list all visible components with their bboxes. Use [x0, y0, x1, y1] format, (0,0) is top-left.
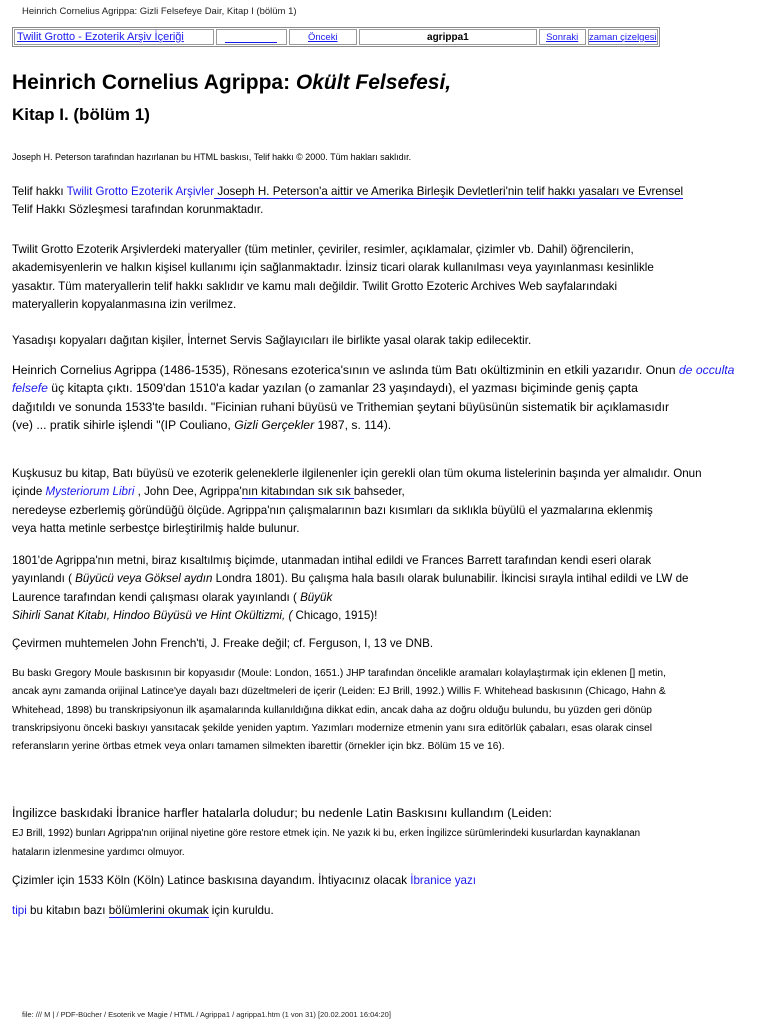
font-type-link[interactable]: tipi	[12, 904, 27, 917]
paragraph-reading-list	[12, 465, 757, 539]
page-subtitle: Kitap I. (bölüm 1)	[12, 105, 150, 124]
text: Heinrich Cornelius Agrippa (1486-1535), Rönesans ezoterica'sının ve aslında tüm Batı okültizminin en etkili yazarıdır. Onun	[12, 363, 679, 377]
text: içinde	[12, 485, 46, 499]
paragraph-font-type	[12, 902, 757, 920]
navigation-bar	[12, 27, 660, 47]
text: Büyücü veya Göksel aydın	[75, 572, 213, 586]
text: Londra 1801). Bu çalışma hala basılı olarak bulunabilir. İkincisi sırayla intihal edildi ve LW de	[212, 572, 689, 586]
nav-cell-prev	[289, 29, 357, 45]
text: EJ Brill, 1992) bunları Agrippa'nın orijinal niyetine göre restore etmek için. Ne yazık ki bu, erken İngilizce sürümlerindeki kusurlardan kaynaklanan	[12, 828, 641, 839]
twilit-grotto-link[interactable]: Twilit Grotto Ezoterik Arşivler	[66, 185, 215, 198]
text: bu kitabın bazı	[26, 904, 109, 917]
text: Gizli Gerçekler	[234, 418, 315, 433]
text: bölümlerini okumak	[108, 904, 209, 917]
text: Kuşkusuz bu kitap, Batı büyüsü ve ezoterik geleneklerle ilgilenenler için gerekli olan tüm okuma listelerinin başında yer almalıdır. Onun	[12, 467, 702, 480]
paragraph-illustrations	[12, 872, 757, 890]
text: dağıtıldı ve sonunda 1533'te basıldı. "Ficinian ruhani büyüsü ve Trithemian şeytani büyüsünün sistematik bir açıklamasıdır	[12, 399, 670, 414]
page-footer-path: file: /// M | / PDF-Bücher / Esoterik ve Magie / HTML / Agrippa1 / agrippa1.htm (1 von 31) [20.02.2001 16:04:20]	[22, 1010, 391, 1019]
text: (ve) ... pratik sihirle işlendi "(IP Couliano,	[12, 418, 235, 433]
text: bahseder,	[353, 485, 405, 499]
text: İngilizce baskıdaki İbranice harfler hatalarla doludur; bu nedenle Latin Baskısını kullandım (Leiden:	[12, 806, 553, 820]
text: Telif hakkı	[12, 185, 67, 198]
text: Joseph H. Peterson'a aittir ve Amerika Birleşik Devletleri'nin telif hakkı yasaları ve Evrensel	[214, 185, 684, 198]
paragraph-edition-notes	[12, 665, 757, 756]
text: yasaktır. Tüm materyallerin telif hakkı saklıdır ve kamu malı değildir. Twilit Grotto Ezoteric Archives Web sayfalarındaki	[12, 279, 618, 293]
text: 1987, s. 114).	[314, 418, 392, 433]
text: Çizimler için 1533 Köln (Köln) Latince baskısına dayandım. İhtiyacınız olacak	[12, 874, 411, 887]
paragraph-translator: Çevirmen muhtemelen John French'ti, J. Freake değil; cf. Ferguson, I, 13 ve DNB.	[12, 637, 434, 650]
text: 1801'de Agrippa'nın metni, biraz kısaltılmış biçimde, utanmadan intihal edildi ve Frances Barrett tarafından kendi eseri olarak	[12, 554, 652, 567]
paragraph-hebrew-letters	[12, 804, 757, 822]
timeline-link[interactable]: zaman çizelgesi	[589, 31, 657, 43]
mysteriorum-libri-link[interactable]: Mysteriorum Libri	[45, 485, 135, 499]
home-link[interactable]: Twilit Grotto - Ezoterik Arşiv İçeriği	[17, 31, 184, 43]
text: Whitehead, 1898) bu transkripsiyonun ilk aşamalarında kullanıldığına dikkat edin, ancak daha az doğru olduğu bulundu, bu yüzden geri dönüp	[12, 704, 652, 716]
paragraph-agrippa-intro	[12, 361, 757, 435]
nav-cell-timeline	[588, 29, 658, 45]
text: nın kitabından sık sık	[241, 485, 354, 499]
text: Bu baskı Gregory Moule baskısının bir kopyasıdır (Moule: London, 1651.) JHP tarafından öncelikle aramaları kolaylaştırmak için eklenen [] metin,	[12, 668, 666, 679]
paragraph-materials	[12, 241, 757, 315]
text: Twilit Grotto Ezoterik Arşivlerdeki materyaller (tüm metinler, çeviriler, resimler, açıklamalar, çizimler vb. Dahil) öğrencilerin,	[12, 243, 634, 256]
copyright-line: Joseph H. Peterson tarafından hazırlanan bu HTML baskısı, Telif hakkı © 2000. Tüm hakları saklıdır.	[12, 152, 412, 162]
text: transkripsiyonu önceki baskıyı yansıtacak şekilde yeniden yaptım. Yazımları modernize etmenin yanı sıra editörlük çabaları, esas olarak cinsel	[12, 722, 653, 734]
text: veya hatta metinle serbestçe birleştirilmiş halde bulunur.	[12, 522, 300, 536]
text: Laurence tarafından kendi çalışması olarak yayınlandı (	[12, 590, 301, 604]
paragraph-copyright	[12, 183, 757, 220]
paragraph-hebrew-letters-cont	[12, 824, 757, 862]
nav-cell-current	[359, 29, 537, 45]
text: referansların yerine örtbas etmek veya onları tamamen silmekten ibarettir (örnekler için bkz. Bölüm 15 ve 16).	[12, 741, 505, 753]
page-title-italic: Okült Felsefesi,	[295, 71, 452, 94]
hebrew-font-link[interactable]: İbranice yazı	[410, 874, 476, 887]
nav-cell-blank	[216, 29, 286, 45]
paragraph-barrett	[12, 552, 757, 626]
text: için kuruldu.	[208, 904, 274, 917]
text: ancak aynı zamanda orijinal Latince'ye dayalı bazı düzeltmeleri de içerir (Leiden: EJ Brill, 1992.) Willis F. Whitehead baskısının (Chicago, Hahn &	[12, 686, 666, 698]
paragraph-legal: Yasadışı kopyaları dağıtan kişiler, İnternet Servis Sağlayıcıları ile birlikte yasal olarak takip edilecektir.	[12, 334, 532, 347]
page-title-main: Heinrich Cornelius Agrippa:	[12, 71, 296, 94]
nav-cell-home	[14, 29, 214, 45]
text: üç kitapta çıktı. 1509'dan 1510'a kadar yazılan (o zamanlar 23 yaşındaydı), el yazması biçiminde geniş çapta	[47, 381, 638, 396]
text: yayınlandı (	[12, 572, 76, 586]
text: , John Dee, Agrippa'	[134, 485, 242, 499]
text: Telif Hakkı Sözleşmesi tarafından korunmaktadır.	[12, 203, 264, 217]
page-header-title: Heinrich Cornelius Agrippa: Gizli Felsefeye Dair, Kitap I (bölüm 1)	[22, 6, 297, 17]
page-title	[12, 70, 451, 96]
text: Büyük	[300, 590, 333, 604]
text: Sihirli Sanat Kitabı, Hindoo Büyüsü ve Hint Okültizmi, (	[12, 609, 293, 623]
nav-cell-next	[539, 29, 586, 45]
text: akademisyenlerin ve halkın kişisel kullanımı için sağlanmaktadır. İzinsiz ticari olarak kullanılması veya yayınlanması kesinlikle	[12, 261, 654, 275]
text: materyallerin kopyalanmasına izin verilmez.	[12, 298, 237, 312]
text: neredeyse ezberlemiş göründüğü ölçüde. Agrippa'nın çalışmalarının bazı kısımları da sıklıkla büyülü el yazmalarına eklenmiş	[12, 503, 653, 517]
de-occulta-link[interactable]: de occulta felsefe	[12, 363, 735, 396]
text: Chicago, 1915)!	[292, 609, 378, 623]
text: hataların izlenmesine yardımcı olmuyor.	[12, 847, 185, 858]
current-page-label: agrippa1	[427, 31, 469, 43]
next-link[interactable]: Sonraki	[546, 31, 579, 43]
blank-link[interactable]	[225, 32, 277, 43]
prev-link[interactable]: Önceki	[308, 31, 338, 43]
